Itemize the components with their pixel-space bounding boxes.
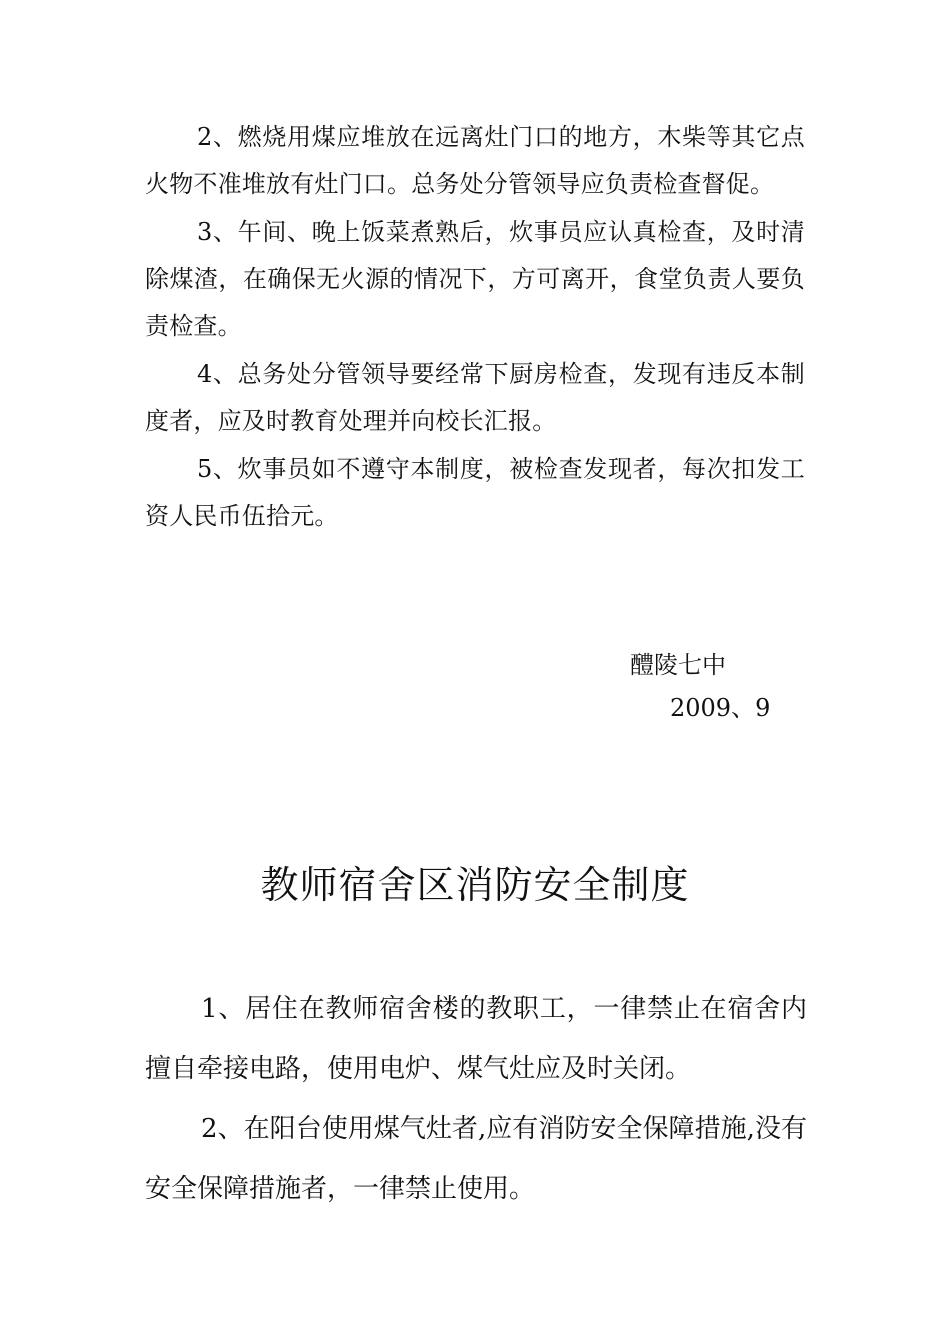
rule-paragraph: 1、居住在教师宿舍楼的教职工，一律禁止在宿舍内擅自牵接电路，使用电炉、煤气灶应及时关闭。 <box>145 994 807 1084</box>
rule-paragraph: 3、午间、晚上饭菜煮熟后，炊事员应认真检查，及时清除煤渣，在确保无火源的情况下，方可离开，食堂负责人要负责检查。 <box>145 218 805 340</box>
rule-paragraph: 4、总务处分管领导要经常下厨房检查，发现有违反本制度者，应及时教育处理并向校长汇报。 <box>145 360 805 435</box>
signature-organization: 醴陵七中 <box>630 651 726 679</box>
signature-date: 2009、9 <box>670 694 771 722</box>
canteen-rules-continued <box>145 114 805 541</box>
rule-paragraph: 2、在阳台使用煤气灶者,应有消防安全保障措施,没有安全保障措施者，一律禁止使用。 <box>145 1114 807 1204</box>
rule-paragraph: 5、炊事员如不遵守本制度，被检查发现者，每次扣发工资人民币伍拾元。 <box>145 455 805 530</box>
document-title: 教师宿舍区消防安全制度 <box>260 863 690 907</box>
signature-block <box>630 644 830 730</box>
dormitory-fire-rules <box>145 979 807 1219</box>
rule-paragraph: 2、燃烧用煤应堆放在远离灶门口的地方，木柴等其它点火物不准堆放有灶门口。总务处分管领导应负责检查督促。 <box>145 123 805 198</box>
